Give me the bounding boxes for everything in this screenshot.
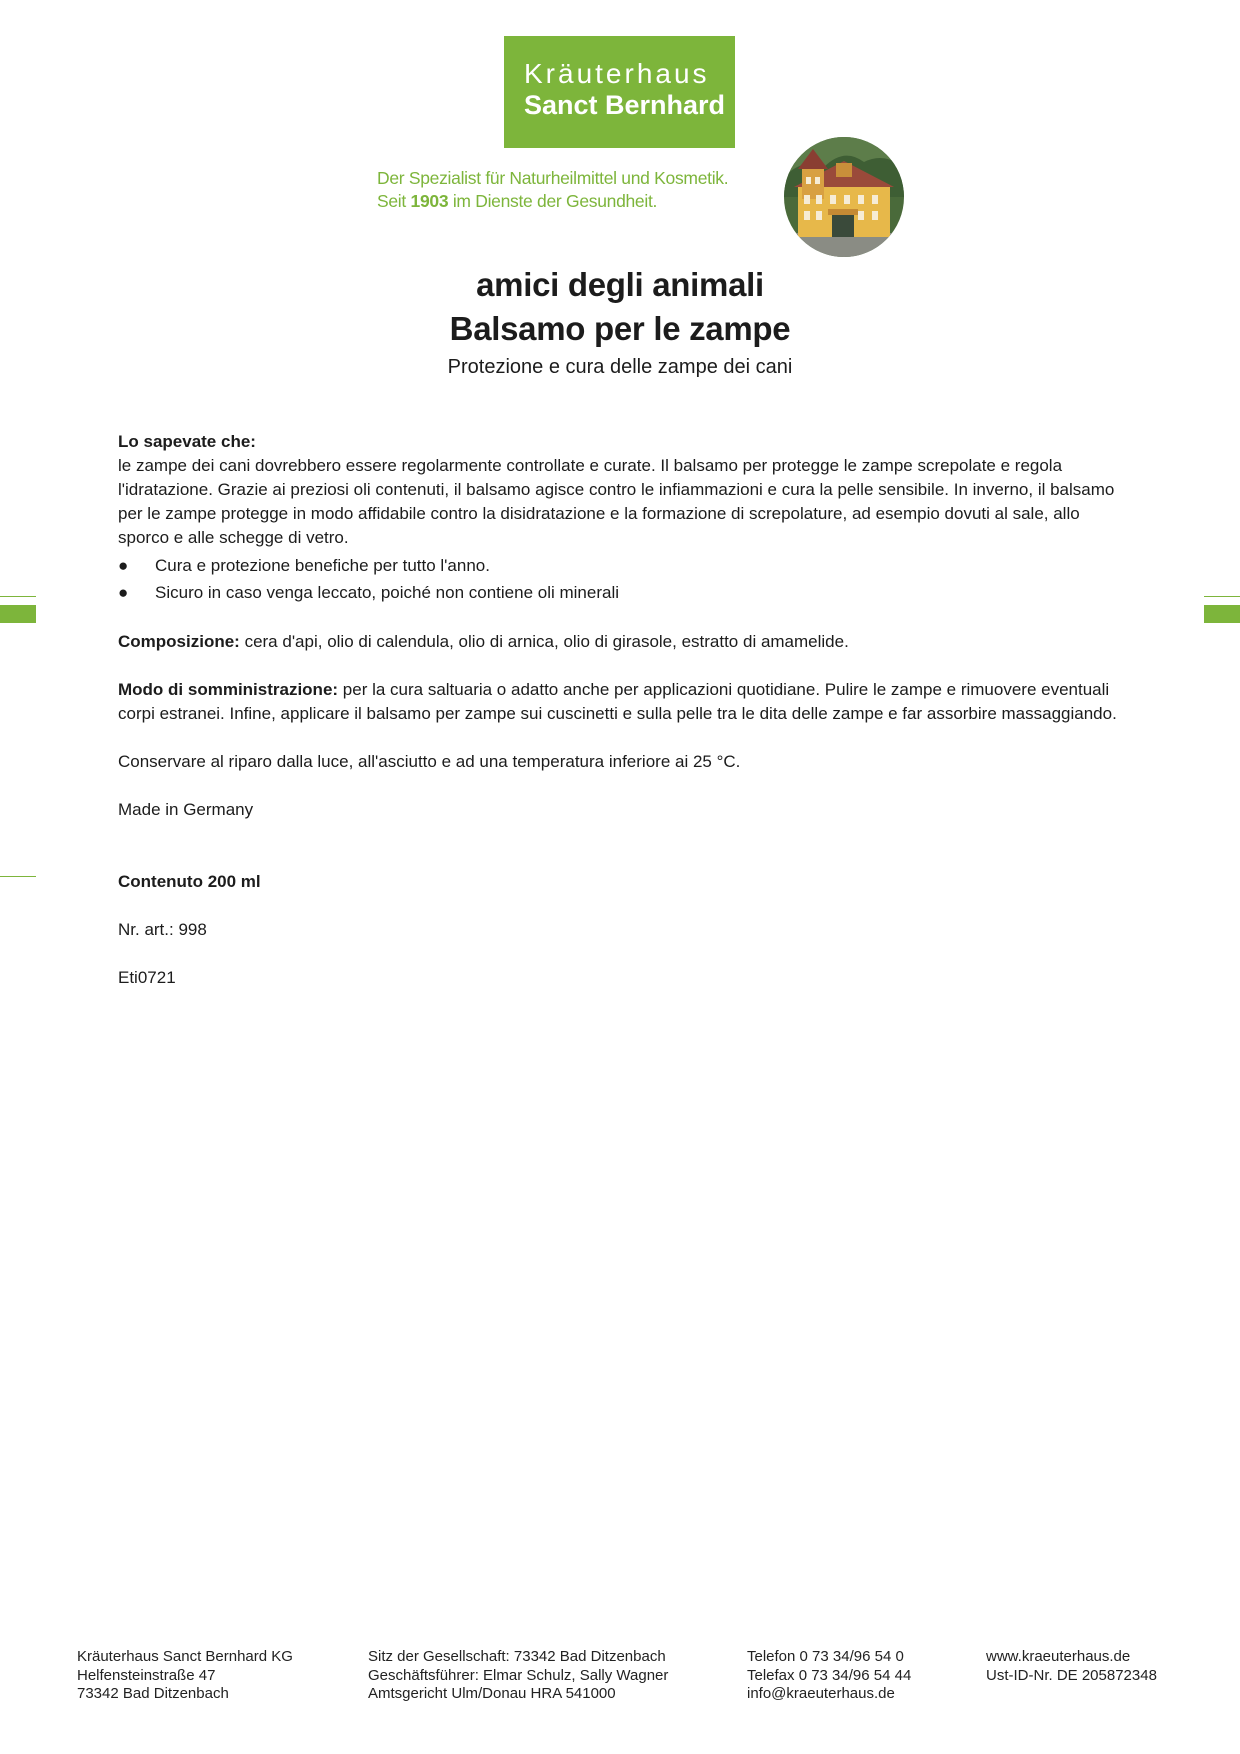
- logo-line-2: Sanct Bernhard: [524, 90, 726, 120]
- usage-text: per la cura saltuaria o adatto anche per applicazioni quotidiane. Pulire le zampe e rimuovere eventuali corpi estranei. Infine, applicare il balsamo per zampe sui cuscinetti e sulla pelle tra le dita delle zampe e far assorbire massaggiando.: [118, 680, 1117, 723]
- left-punch-mark-line: [0, 876, 36, 877]
- bullet-icon: ●: [118, 556, 129, 575]
- brand-tagline: [377, 167, 728, 213]
- left-fold-mark-line: [0, 596, 36, 597]
- email-link[interactable]: info@kraeuterhaus.de: [747, 1685, 895, 1702]
- usage-label: Modo di somministrazione:: [118, 680, 339, 699]
- left-fold-mark-bar: [0, 605, 36, 623]
- composition: [118, 630, 1118, 654]
- brand-logo: [504, 36, 735, 148]
- website-link[interactable]: www.kraeuterhaus.de: [986, 1648, 1131, 1665]
- product-title-block: [0, 262, 1240, 384]
- composition-text: cera d'api, olio di calendula, olio di arnica, olio di girasole, estratto di amamelide.: [239, 632, 849, 651]
- article-number: Nr. art.: 998: [118, 920, 207, 939]
- label-code: Eti0721: [118, 968, 176, 987]
- product-line-title: amici degli animali: [476, 266, 764, 303]
- right-fold-mark-line: [1204, 596, 1240, 597]
- product-description: [118, 430, 1118, 990]
- building-illustration: [784, 137, 904, 257]
- logo-line-1: Kräuterhaus: [524, 58, 710, 89]
- footer-company: Kräuterhaus Sanct Bernhard KG Helfensteinstraße 47 73342 Bad Ditzenbach: [77, 1648, 293, 1702]
- storage-note: Conservare al riparo dalla luce, all'asciutto e ad una temperatura inferiore ai 25 °C.: [118, 752, 741, 771]
- tagline-line-1: Der Spezialist für Naturheilmittel und Kosmetik.: [377, 168, 729, 188]
- intro-heading: Lo sapevate che:: [118, 432, 256, 451]
- origin-note: Made in Germany: [118, 800, 254, 819]
- product-subtitle: Protezione e cura delle zampe dei cani: [447, 356, 793, 378]
- usage: [118, 678, 1118, 726]
- tagline-year: 1903: [410, 191, 449, 211]
- benefits-list: [118, 552, 1118, 606]
- footer-legal: Sitz der Gesellschaft: 73342 Bad Ditzenbach Geschäftsführer: Elmar Schulz, Sally Wagner Amtsgericht Ulm/Donau HRA 541000: [368, 1648, 669, 1702]
- footer-contact: Telefon 0 73 34/96 54 0 Telefax 0 73 34/96 54 44 info@kraeuterhaus.de: [747, 1648, 912, 1702]
- list-item: ● Cura e protezione benefiche per tutto l'anno.: [118, 552, 1118, 579]
- right-fold-mark-bar: [1204, 605, 1240, 623]
- bullet-icon: ●: [118, 583, 129, 602]
- list-item: ● Sicuro in caso venga leccato, poiché non contiene oli minerali: [118, 579, 1118, 606]
- product-title: Balsamo per le zampe: [449, 310, 791, 347]
- content-volume: Contenuto 200 ml: [118, 872, 261, 891]
- tagline-line-2: Seit 1903 im Dienste der Gesundheit.: [377, 191, 658, 211]
- composition-label: Composizione:: [118, 632, 240, 651]
- intro-text: le zampe dei cani dovrebbero essere regolarmente controllate e curate. Il balsamo per protegge le zampe screpolate e regola l'idratazione. Grazie ai preziosi oli contenuti, il balsamo agisce contro le infiammazioni e cura la pelle sensibile. In inverno, il balsamo per le zampe protegge in modo affidabile contro la disidratazione e la formazione di screpolature, ad esempio dovuti al sale, allo sporco e alle schegge di vetro.: [118, 456, 1115, 547]
- footer-web: www.kraeuterhaus.de Ust-ID-Nr. DE 205872348: [986, 1648, 1157, 1684]
- building-photo: [784, 137, 904, 257]
